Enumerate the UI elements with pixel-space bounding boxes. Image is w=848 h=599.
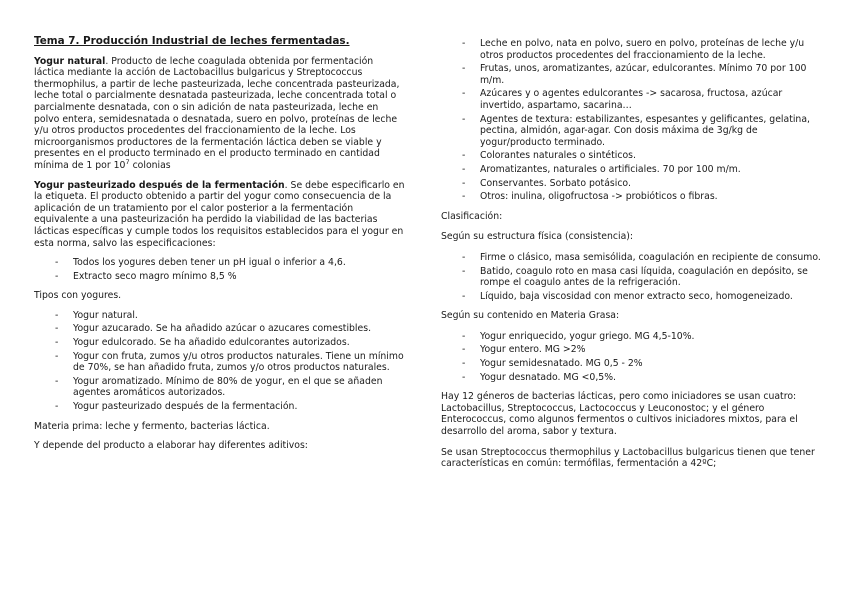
list-item: - Yogur aromatizado. Mínimo de 80% de yogur, en el que se añaden agentes aromáticos autorizados. [55, 376, 406, 399]
list-item: - Líquido, baja viscosidad con menor extracto seco, homogeneizado. [462, 291, 821, 303]
list-item: - Yogur pasteurizado después de la fermentación. [55, 401, 406, 413]
intro-text: . Producto de leche coagulada obtenida por fermentación láctica mediante la acción de Lactobacillus bulgaricus y Streptococcus thermophilus, a partir de leche pasteurizada, leche concentrada pasteurizada, leche total o parcialmente desnatada pasteurizada, leche concentrada total o parcialmente desnatada, con o sin adición de nata pasteurizada, leche en polvo entera, semidesnatada o desnatada, suero en polvo, proteínas de leche y/u otros productos procedentes del fraccionamiento de la leche. Los microorganismos productores de la fermentación láctica deben se viable y presentes en el producto terminado en el producto terminado en cantidad mínima de 1 por 10 [34, 55, 400, 171]
additives-list [441, 38, 821, 203]
intro-term: Yogur natural [34, 55, 106, 67]
structure-heading: Según su estructura física (consistencia): [441, 231, 634, 243]
fat-list [441, 331, 821, 383]
list-item: - Leche en polvo, nata en polvo, suero en polvo, proteínas de leche y/u otros productos procedentes del fraccionamiento de la leche. [462, 38, 821, 61]
intro-tail: colonias [129, 159, 171, 171]
list-item: - Yogur enriquecido, yogur griego. MG 4,5-10%. [462, 331, 821, 343]
list-item: - Yogur semidesnatado. MG 0,5 - 2% [462, 358, 821, 370]
structure-list [441, 252, 821, 302]
list-item: - Agentes de textura: estabilizantes, espesantes y gelificantes, gelatina, pectina, almidón, agar-agar. Con dosis máxima de 3g/kg de yogur/producto terminado. [462, 114, 821, 149]
types-list [34, 310, 406, 413]
list-item: - Yogur con fruta, zumos y/u otros productos naturales. Tiene un mínimo de 70%, se han añadido fruta, zumos y/o otros productos naturales. [55, 351, 406, 374]
additives-intro-line: Y depende del producto a elaborar hay diferentes aditivos: [34, 440, 308, 452]
list-item: - Otros: inulina, oligofructosa -> probióticos o fibras. [462, 191, 821, 203]
types-heading: Tipos con yogures. [34, 290, 122, 302]
intro-exponent: 7 [125, 157, 130, 166]
specs-list [34, 257, 406, 282]
bacteria-paragraph: Hay 12 géneros de bacterias lácticas, pero como iniciadores se usan cuatro: Lactobacillus, Streptococcus, Lactococcus y Leuconostoc; y el género Enterococcus, como algunos fermentos o cultivos iniciadores mixtos, para el desarrollo del aroma, sabor y textura. [441, 391, 798, 438]
list-item: - Frutas, unos, aromatizantes, azúcar, edulcorantes. Mínimo 70 por 100 m/m. [462, 63, 821, 86]
list-item: - Azúcares y o agentes edulcorantes -> sacarosa, fructosa, azúcar invertido, aspartamo, sacarina… [462, 88, 821, 111]
list-item: - Aromatizantes, naturales o artificiales. 70 por 100 m/m. [462, 164, 821, 176]
right-column [441, 38, 821, 479]
pasteurized-term: Yogur pasteurizado después de la fermentación [34, 179, 285, 191]
final-paragraph: Se usan Streptococcus thermophilus y Lactobacillus bulgaricus tienen que tener características en común: termófilas, fermentación a 42ºC; [441, 446, 815, 470]
classification-heading: Clasificación: [441, 210, 503, 222]
pasteurized-text: . Se debe especificarlo en la etiqueta. El producto obtenido a partir del yogur como consecuencia de la aplicación de un tratamiento por el calor posterior a la fermentación equivalente a una pasteurización ha perdido la viabilidad de las bacterias lácticas específicas y cumple todos los requisitos establecidos para el yogur en esta norma, salvo las especificaciones: [34, 179, 405, 249]
pasteurized-paragraph [34, 180, 406, 250]
list-item: - Yogur desnatado. MG <0,5%. [462, 372, 821, 384]
document-title: Tema 7. Producción Industrial de leches fermentadas. [34, 35, 350, 47]
list-item: - Yogur azucarado. Se ha añadido azúcar o azucares comestibles. [55, 323, 406, 335]
list-item: - Firme o clásico, masa semisólida, coagulación en recipiente de consumo. [462, 252, 821, 264]
list-item: - Conservantes. Sorbato potásico. [462, 178, 821, 190]
list-item: - Extracto seco magro mínimo 8,5 % [55, 271, 406, 283]
raw-material-line: Materia prima: leche y fermento, bacterias láctica. [34, 420, 270, 432]
list-item: - Yogur natural. [55, 310, 406, 322]
list-item: - Colorantes naturales o sintéticos. [462, 150, 821, 162]
list-item: - Yogur entero. MG >2% [462, 344, 821, 356]
intro-paragraph [34, 56, 406, 172]
list-item: - Yogur edulcorado. Se ha añadido edulcorantes autorizados. [55, 337, 406, 349]
list-item: - Batido, coagulo roto en masa casi líquida, coagulación en depósito, se rompe el coagulo antes de la refrigeración. [462, 266, 821, 289]
fat-heading: Según su contenido en Materia Grasa: [441, 310, 620, 322]
left-column [34, 36, 406, 460]
list-item: - Todos los yogures deben tener un pH igual o inferior a 4,6. [55, 257, 406, 269]
